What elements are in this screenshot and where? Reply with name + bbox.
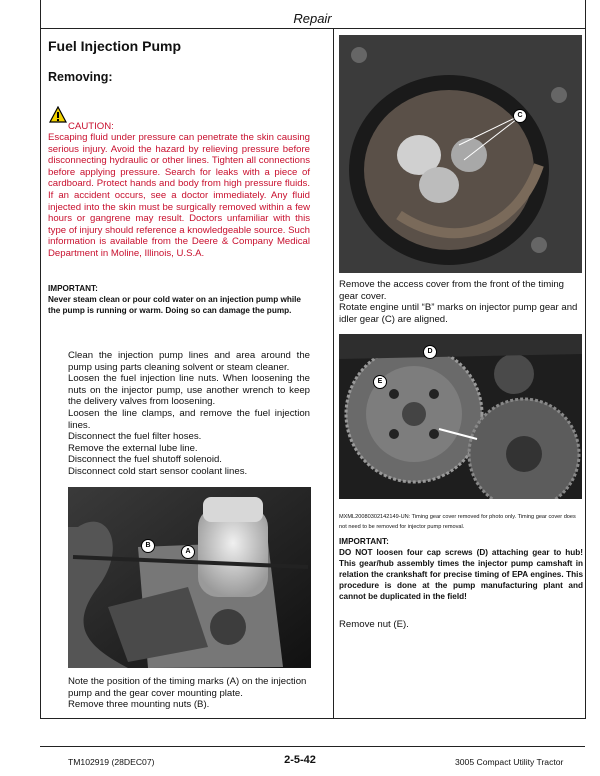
procedure-steps	[68, 350, 310, 478]
step-5: Remove the external lube line.	[68, 442, 198, 454]
callout-b: B	[141, 539, 155, 553]
callout-c: C	[513, 109, 527, 123]
rotate-engine: Rotate engine until “B” marks on injector pump gear and idler gear (C) are aligned.	[339, 302, 578, 325]
column-divider	[333, 28, 334, 718]
timing-gear-photo	[339, 35, 582, 273]
procedure-subtitle: Removing:	[48, 70, 113, 84]
warning-icon	[49, 106, 67, 123]
callout-d: D	[423, 345, 437, 359]
photo-caption: MXML20080302142149-UN: Timing gear cover removed for photo only. Timing gear cover does not need to be removed for injector pump removal.	[339, 514, 576, 530]
callout-a: A	[181, 545, 195, 559]
step-6: Disconnect the fuel shutoff solenoid.	[68, 454, 222, 466]
step-2: Loosen the fuel injection line nuts. When loosening the nuts on the injector pump, use another wrench to keep the delivery valves from loosening.	[68, 373, 310, 408]
page-number: 2-5-42	[284, 754, 316, 766]
section-header: Repair	[293, 11, 332, 26]
page-title: Fuel Injection Pump	[48, 38, 182, 54]
important-note-left	[48, 283, 312, 316]
footer-rule	[40, 746, 585, 747]
important-label: IMPORTANT:	[48, 284, 98, 293]
gear-train-photo	[339, 334, 582, 499]
caution-text: Escaping fluid under pressure can penetrate the skin causing serious injury. Avoid the hazard by relieving pressure before disconnecting hydraulic or other lines. Tighten all connections before applying pressure. Search for leaks with a piece of cardboard. Protect hands and body from high pressure fluids. If an accident occurs, see a doctor immediately. Any fluid injected into the skin must be surgically removed within a few hours or gangrene may result. Doctors unfamiliar with this type of injury should reference a knowledgeable source. Such information is available from the Deere & Company Medical Department in Moline, Illinois, U.S.A.	[48, 132, 310, 259]
important-note-right	[339, 536, 583, 602]
caution-label: CAUTION:	[68, 121, 114, 132]
header-rule	[40, 28, 585, 29]
timing-marks-note: Note the position of the timing marks (A) on the injection pump and the gear cover mounting plate.	[68, 676, 307, 699]
callout-e: E	[373, 375, 387, 389]
mounting-nuts-note: Remove three mounting nuts (B).	[68, 699, 210, 711]
remove-access-cover: Remove the access cover from the front of the timing gear cover.	[339, 279, 565, 302]
step-3: Loosen the line clamps, and remove the fuel injection lines.	[68, 407, 310, 431]
important-text: Never steam clean or pour cold water on an injection pump while the pump is running or warm. Doing so can damage the pump.	[48, 295, 301, 315]
step-4: Disconnect the fuel filter hoses.	[68, 431, 202, 443]
injection-pump-photo	[68, 487, 311, 668]
step-1: Clean the injection pump lines and area around the pump using parts cleaning solvent or steam cleaner.	[68, 350, 310, 373]
step-7: Disconnect cold start sensor coolant lines.	[68, 465, 248, 477]
remove-nut-instruction: Remove nut (E).	[339, 619, 409, 630]
footer-doc-id: TM102919 (28DEC07)	[68, 757, 155, 767]
footer-product: 3005 Compact Utility Tractor	[455, 757, 564, 767]
left-bottom-text	[68, 676, 311, 711]
access-cover-instructions	[339, 279, 581, 325]
important-text-right: DO NOT loosen four cap screws (D) attaching gear to hub! This gear/hub assembly times the injector pump camshaft in relation the crankshaft for precise timing of EPA engines. This procedure is done at the pump manufacturing plant and cannot be duplicated in the field!	[339, 548, 583, 601]
important-label-right: IMPORTANT:	[339, 537, 389, 546]
